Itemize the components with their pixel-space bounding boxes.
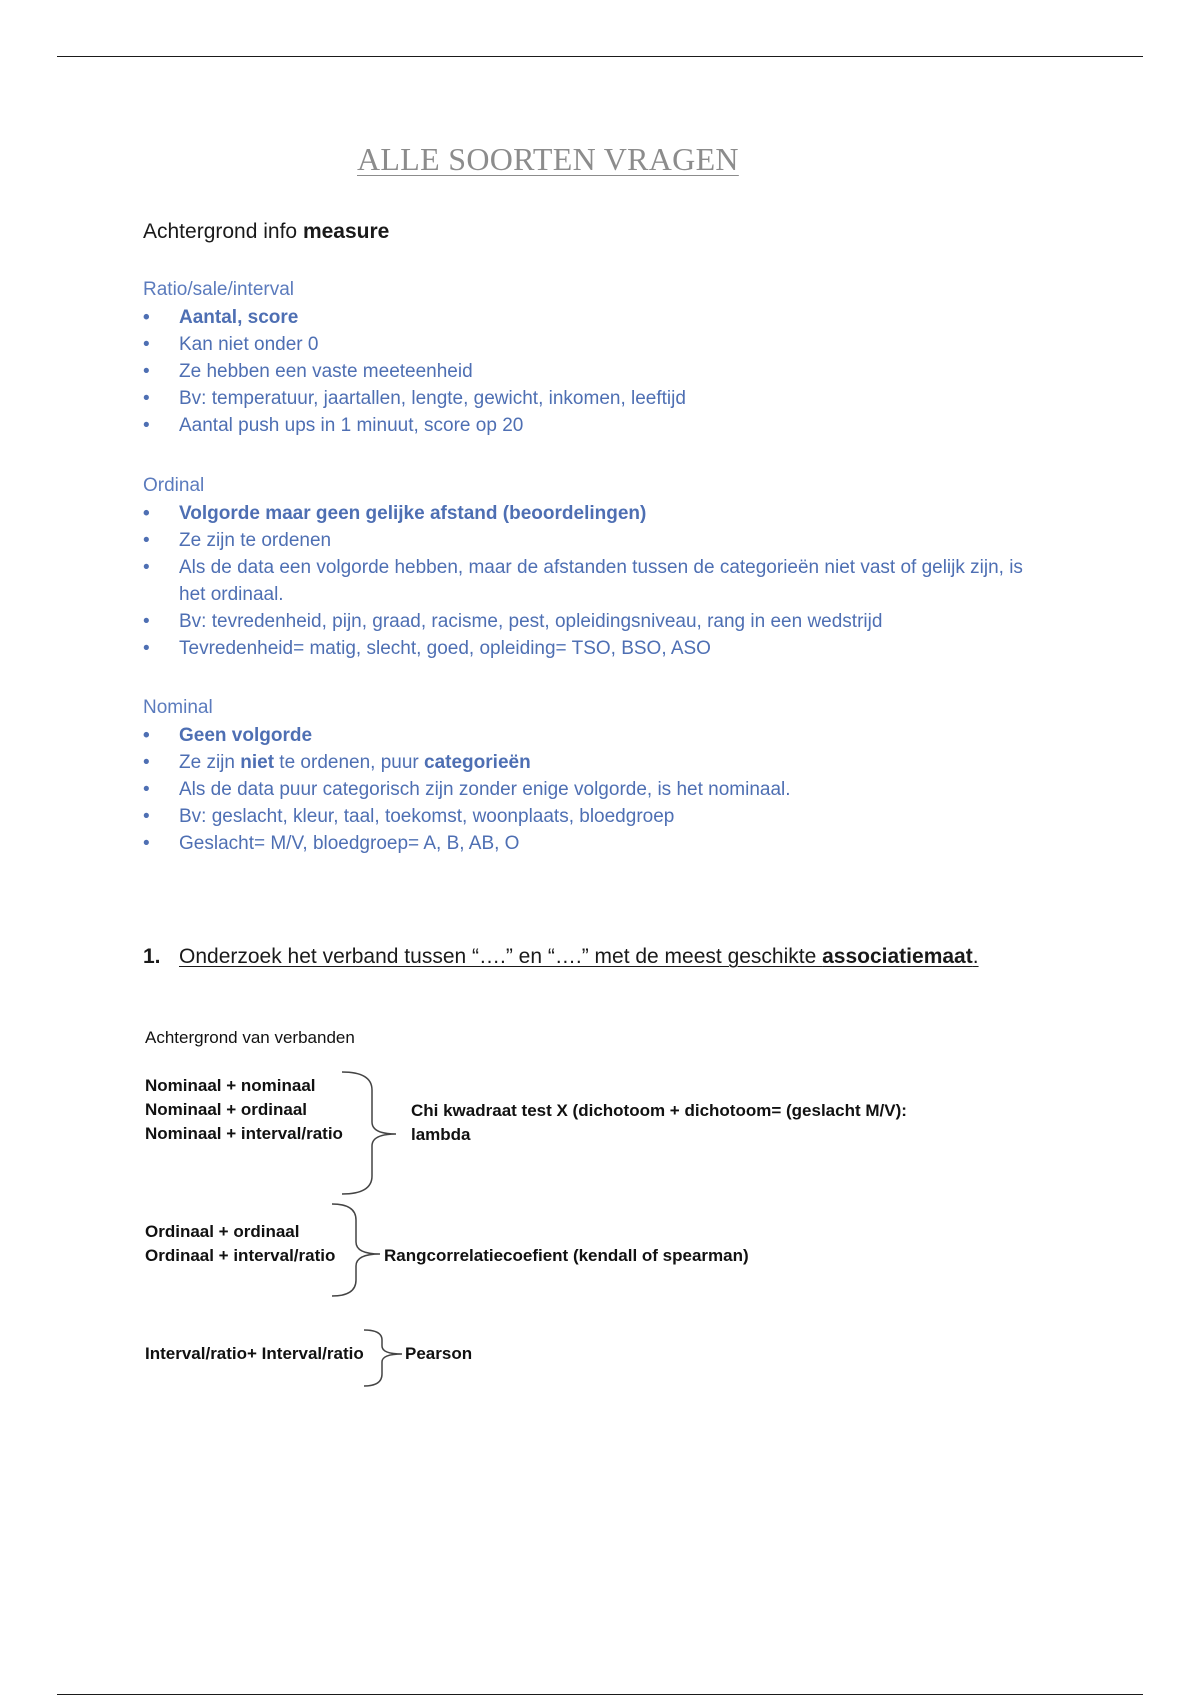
list-item: • Bv: geslacht, kleur, taal, toekomst, woonplaats, bloedgroep bbox=[143, 803, 1043, 830]
section-nominal bbox=[143, 694, 1043, 857]
list-item: • Kan niet onder 0 bbox=[143, 331, 1043, 358]
measure-subheading bbox=[143, 220, 389, 244]
header-rule bbox=[57, 56, 1143, 57]
question-bold: associatiemaat bbox=[822, 945, 973, 968]
brace-icon bbox=[332, 1204, 380, 1296]
section-label-ratio: Ratio/sale/interval bbox=[143, 279, 295, 300]
diagram-pair: Interval/ratio+ Interval/ratio bbox=[145, 1344, 364, 1363]
diagram-title: Achtergrond van verbanden bbox=[145, 1028, 355, 1047]
item-bold: niet bbox=[240, 752, 275, 773]
diagram-result: Rangcorrelatiecoefient (kendall of spearman) bbox=[384, 1246, 749, 1265]
brace-icon bbox=[342, 1072, 396, 1194]
diagram-pair: Ordinaal + interval/ratio bbox=[145, 1246, 336, 1265]
question-end: . bbox=[972, 945, 979, 968]
nominal-list bbox=[143, 722, 1043, 857]
list-item: • Geen volgorde bbox=[143, 722, 1043, 749]
diagram-pair: Nominaal + nominaal bbox=[145, 1076, 316, 1095]
subheading-text: Achtergrond info bbox=[143, 220, 303, 243]
diagram-result: lambda bbox=[411, 1125, 471, 1144]
diagram-result: Pearson bbox=[405, 1344, 473, 1363]
item-text: te ordenen, puur bbox=[274, 752, 425, 773]
item-text: Ze zijn bbox=[179, 752, 241, 773]
list-item: • Geslacht= M/V, bloedgroep= A, B, AB, O bbox=[143, 830, 1043, 857]
list-item: • Als de data puur categorisch zijn zonder enige volgorde, is het nominaal. bbox=[143, 776, 1043, 803]
diagram-pair: Nominaal + ordinaal bbox=[145, 1100, 308, 1119]
question-number: 1. bbox=[143, 945, 161, 968]
list-item: • Ze zijn te ordenen bbox=[143, 527, 1023, 554]
list-item: • Aantal, score bbox=[143, 304, 1043, 331]
list-item: • Bv: tevredenheid, pijn, graad, racisme, pest, opleidingsniveau, rang in een wedstrijd bbox=[143, 608, 1023, 635]
ratio-list bbox=[143, 304, 1043, 439]
subheading-bold: measure bbox=[302, 220, 390, 243]
question-text-wrap bbox=[179, 945, 979, 968]
list-item: • Bv: temperatuur, jaartallen, lengte, gewicht, inkomen, leeftijd bbox=[143, 385, 1043, 412]
page-title: ALLE SOORTEN VRAGEN bbox=[357, 141, 739, 177]
question-heading bbox=[143, 945, 979, 969]
section-ratio bbox=[143, 276, 1043, 439]
brace-icon bbox=[364, 1330, 402, 1386]
item-bold: categorieën bbox=[424, 752, 531, 773]
section-ordinal bbox=[143, 472, 1023, 662]
section-label-nominal: Nominal bbox=[143, 697, 213, 718]
diagram-pair: Ordinaal + ordinaal bbox=[145, 1222, 300, 1241]
ordinal-list bbox=[143, 500, 1023, 662]
diagram-pair: Nominaal + interval/ratio bbox=[145, 1124, 343, 1143]
question-text: Onderzoek het verband tussen “….” en “….” met de meest geschikte bbox=[179, 945, 823, 968]
list-item: • Als de data een volgorde hebben, maar de afstanden tussen de categorieën niet vast of gelijk zijn, is het ordinaal. bbox=[143, 554, 1023, 608]
section-label-ordinal: Ordinal bbox=[143, 475, 205, 496]
list-item: • Volgorde maar geen gelijke afstand (beoordelingen) bbox=[143, 500, 1023, 527]
list-item: • Ze hebben een vaste meeteenheid bbox=[143, 358, 1043, 385]
list-item: • Aantal push ups in 1 minuut, score op 20 bbox=[143, 412, 1043, 439]
diagram-result: Chi kwadraat test X (dichotoom + dichotoom= (geslacht M/V): bbox=[411, 1101, 907, 1120]
footer-rule bbox=[57, 1694, 1143, 1695]
list-item: • Tevredenheid= matig, slecht, goed, opleiding= TSO, BSO, ASO bbox=[143, 635, 1023, 662]
list-item bbox=[143, 749, 1043, 776]
